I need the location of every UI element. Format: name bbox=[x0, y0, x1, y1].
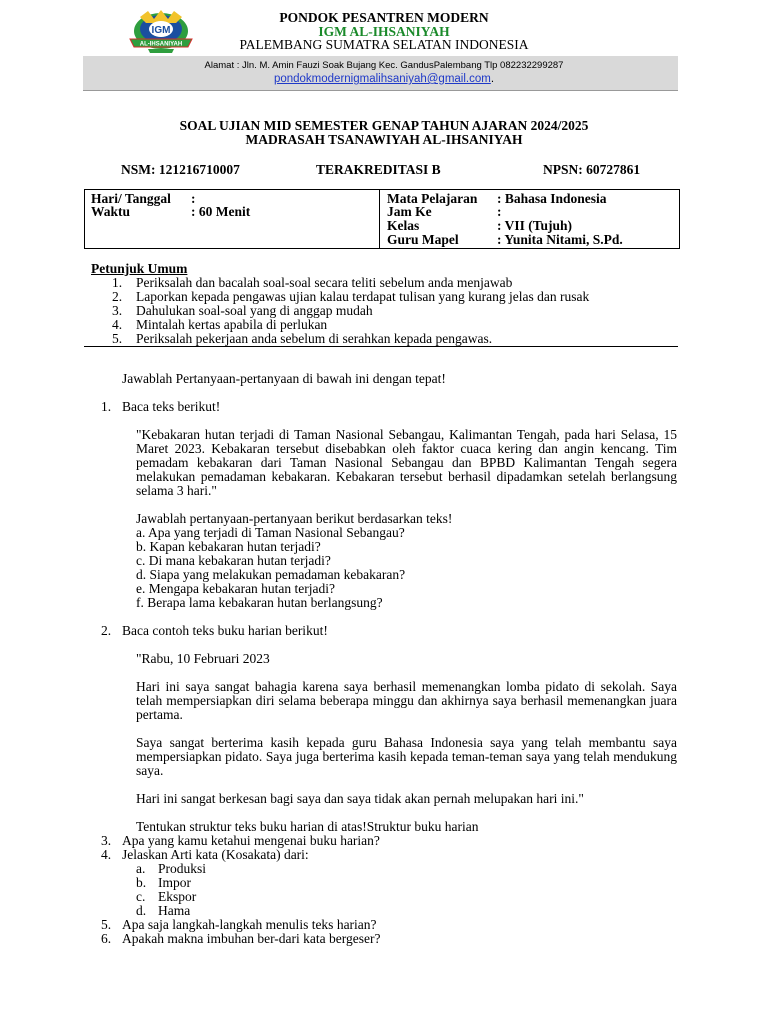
sub-question: f. Berapa lama kebakaran hutan berlangsung? bbox=[136, 595, 383, 610]
instruction-item: Dahulukan soal-soal yang di anggap mudah bbox=[136, 303, 373, 318]
question-1-prompt: Baca teks berikut! bbox=[122, 399, 221, 414]
sub-question: a. Apa yang terjadi di Taman Nasional Sebangau? bbox=[136, 525, 405, 540]
question-number: 5. bbox=[101, 917, 112, 932]
question-number: 6. bbox=[101, 931, 112, 946]
vocab-word: Produksi bbox=[158, 861, 207, 876]
question-6-text: Apakah makna imbuhan ber-dari kata bergeser? bbox=[122, 931, 381, 946]
vocab-word: Hama bbox=[158, 903, 191, 918]
diary-paragraph-1: Hari ini saya sangat bahagia karena saya berhasil memenangkan lomba pidato di sekolah. Saya telah mempersiapkan diri selama beberapa minggu dan akhirnya saya berhasil memenangkan juara pertama. bbox=[136, 679, 677, 722]
info-label-date: Hari/ Tanggal bbox=[91, 191, 171, 206]
logo-center-text: IGM bbox=[151, 25, 171, 36]
nsm: NSM: 121216710007 bbox=[121, 162, 240, 177]
question-number: 3. bbox=[101, 833, 112, 848]
instruction-num: 1. bbox=[112, 275, 123, 290]
question-3-text: Apa yang kamu ketahui mengenai buku harian? bbox=[122, 833, 380, 848]
info-label-period: Jam Ke bbox=[387, 204, 432, 219]
info-label-subject: Mata Pelajaran bbox=[387, 191, 478, 206]
sub-question: e. Mengapa kebakaran hutan terjadi? bbox=[136, 581, 336, 596]
school-location: PALEMBANG SUMATRA SELATAN INDONESIA bbox=[239, 37, 529, 52]
instruction-item: Periksalah pekerjaan anda sebelum di serahkan kepada pengawas. bbox=[136, 331, 493, 346]
school-type: PONDOK PESANTREN MODERN bbox=[279, 10, 489, 25]
diary-date: "Rabu, 10 Februari 2023 bbox=[136, 651, 270, 666]
exam-school: MADRASAH TSANAWIYAH AL-IHSANIYAH bbox=[245, 132, 523, 147]
question-number: 4. bbox=[101, 847, 112, 862]
info-value-class: : VII (Tujuh) bbox=[497, 218, 573, 233]
school-name: IGM AL-IHSANIYAH bbox=[318, 24, 450, 39]
question-2-task: Tentukan struktur teks buku harian di atas!Struktur buku harian bbox=[136, 819, 479, 834]
question-number: 1. bbox=[101, 399, 112, 414]
instruction-item: Mintalah kertas apabila di perlukan bbox=[136, 317, 328, 332]
instruction-num: 5. bbox=[112, 331, 123, 346]
accreditation: TERAKREDITASI B bbox=[316, 162, 441, 177]
info-value-subject: : Bahasa Indonesia bbox=[497, 191, 607, 206]
sub-question: b. Kapan kebakaran hutan terjadi? bbox=[136, 539, 321, 554]
info-value-period: : bbox=[497, 204, 502, 219]
sub-mark: d. bbox=[136, 903, 147, 918]
sub-mark: b. bbox=[136, 875, 147, 890]
diary-paragraph-3: Hari ini sangat berkesan bagi saya dan saya tidak akan pernah melupakan hari ini." bbox=[136, 791, 584, 806]
npsn: NPSN: 60727861 bbox=[543, 162, 641, 177]
instructions-title: Petunjuk Umum bbox=[91, 261, 188, 276]
diary-paragraph-2: Saya sangat berterima kasih kepada guru Bahasa Indonesia saya yang telah membantu saya mempersiapkan pidato. Saya juga berterima kasih kepada teman-teman saya yang telah mendukung saya. bbox=[136, 735, 677, 778]
answer-instruction: Jawablah Pertanyaan-pertanyaan di bawah ini dengan tepat! bbox=[122, 371, 446, 386]
info-value-date: : bbox=[191, 191, 196, 206]
info-label-teacher: Guru Mapel bbox=[387, 232, 459, 247]
vocab-word: Ekspor bbox=[158, 889, 197, 904]
logo-banner-text: AL-IHSANIYAH bbox=[139, 41, 183, 48]
instruction-num: 4. bbox=[112, 317, 123, 332]
section-divider bbox=[84, 346, 678, 347]
email-link[interactable]: pondokmodernigmalihsaniyah@gmail.com bbox=[273, 73, 491, 85]
question-4-text: Jelaskan Arti kata (Kosakata) dari: bbox=[122, 847, 309, 862]
sub-question: c. Di mana kebakaran hutan terjadi? bbox=[136, 553, 331, 568]
question-2-prompt: Baca contoh teks buku harian berikut! bbox=[122, 623, 328, 638]
school-address: Alamat : Jln. M. Amin Fauzi Soak Bujang Kec. GandusPalembang Tlp 082232299287 bbox=[204, 60, 564, 71]
email-line: pondokmodernigmalihsaniyah@gmail.com. bbox=[273, 73, 495, 85]
question-1-passage: "Kebakaran hutan terjadi di Taman Nasional Sebangau, Kalimantan Tengah, pada hari Selasa, 15 Maret 2023. Kebakaran tersebut disebabkan oleh faktor cuaca kering dan angin kencang. Tim pemadam kebakaran dari Taman Nasional Sebangau dan BPBD Kalimantan Tengah segera melakukan pemadaman kebakaran. Kebakaran tersebut berhasil dipadamkan setelah berlangsung selama 3 hari." bbox=[136, 427, 677, 498]
sub-question: d. Siapa yang melakukan pemadaman kebakaran? bbox=[136, 567, 406, 582]
info-label-time: Waktu bbox=[91, 204, 131, 219]
question-5-text: Apa saja langkah-langkah menulis teks harian? bbox=[122, 917, 377, 932]
info-label-class: Kelas bbox=[387, 218, 420, 233]
exam-title: SOAL UJIAN MID SEMESTER GENAP TAHUN AJARAN 2024/2025 bbox=[179, 118, 589, 133]
instruction-item: Periksalah dan bacalah soal-soal secara teliti sebelum anda menjawab bbox=[136, 275, 513, 290]
info-value-teacher: : Yunita Nitami, S.Pd. bbox=[497, 232, 623, 247]
info-value-time: : 60 Menit bbox=[191, 204, 251, 219]
sub-mark: a. bbox=[136, 861, 146, 876]
instruction-item: Laporkan kepada pengawas ujian kalau terdapat tulisan yang kurang jelas dan rusak bbox=[136, 289, 590, 304]
question-number: 2. bbox=[101, 623, 112, 638]
info-table-divider bbox=[379, 189, 380, 248]
instruction-num: 2. bbox=[112, 289, 123, 304]
vocab-word: Impor bbox=[158, 875, 191, 890]
sub-mark: c. bbox=[136, 889, 146, 904]
instruction-num: 3. bbox=[112, 303, 123, 318]
question-1-lead: Jawablah pertanyaan-pertanyaan berikut berdasarkan teks! bbox=[136, 511, 453, 526]
